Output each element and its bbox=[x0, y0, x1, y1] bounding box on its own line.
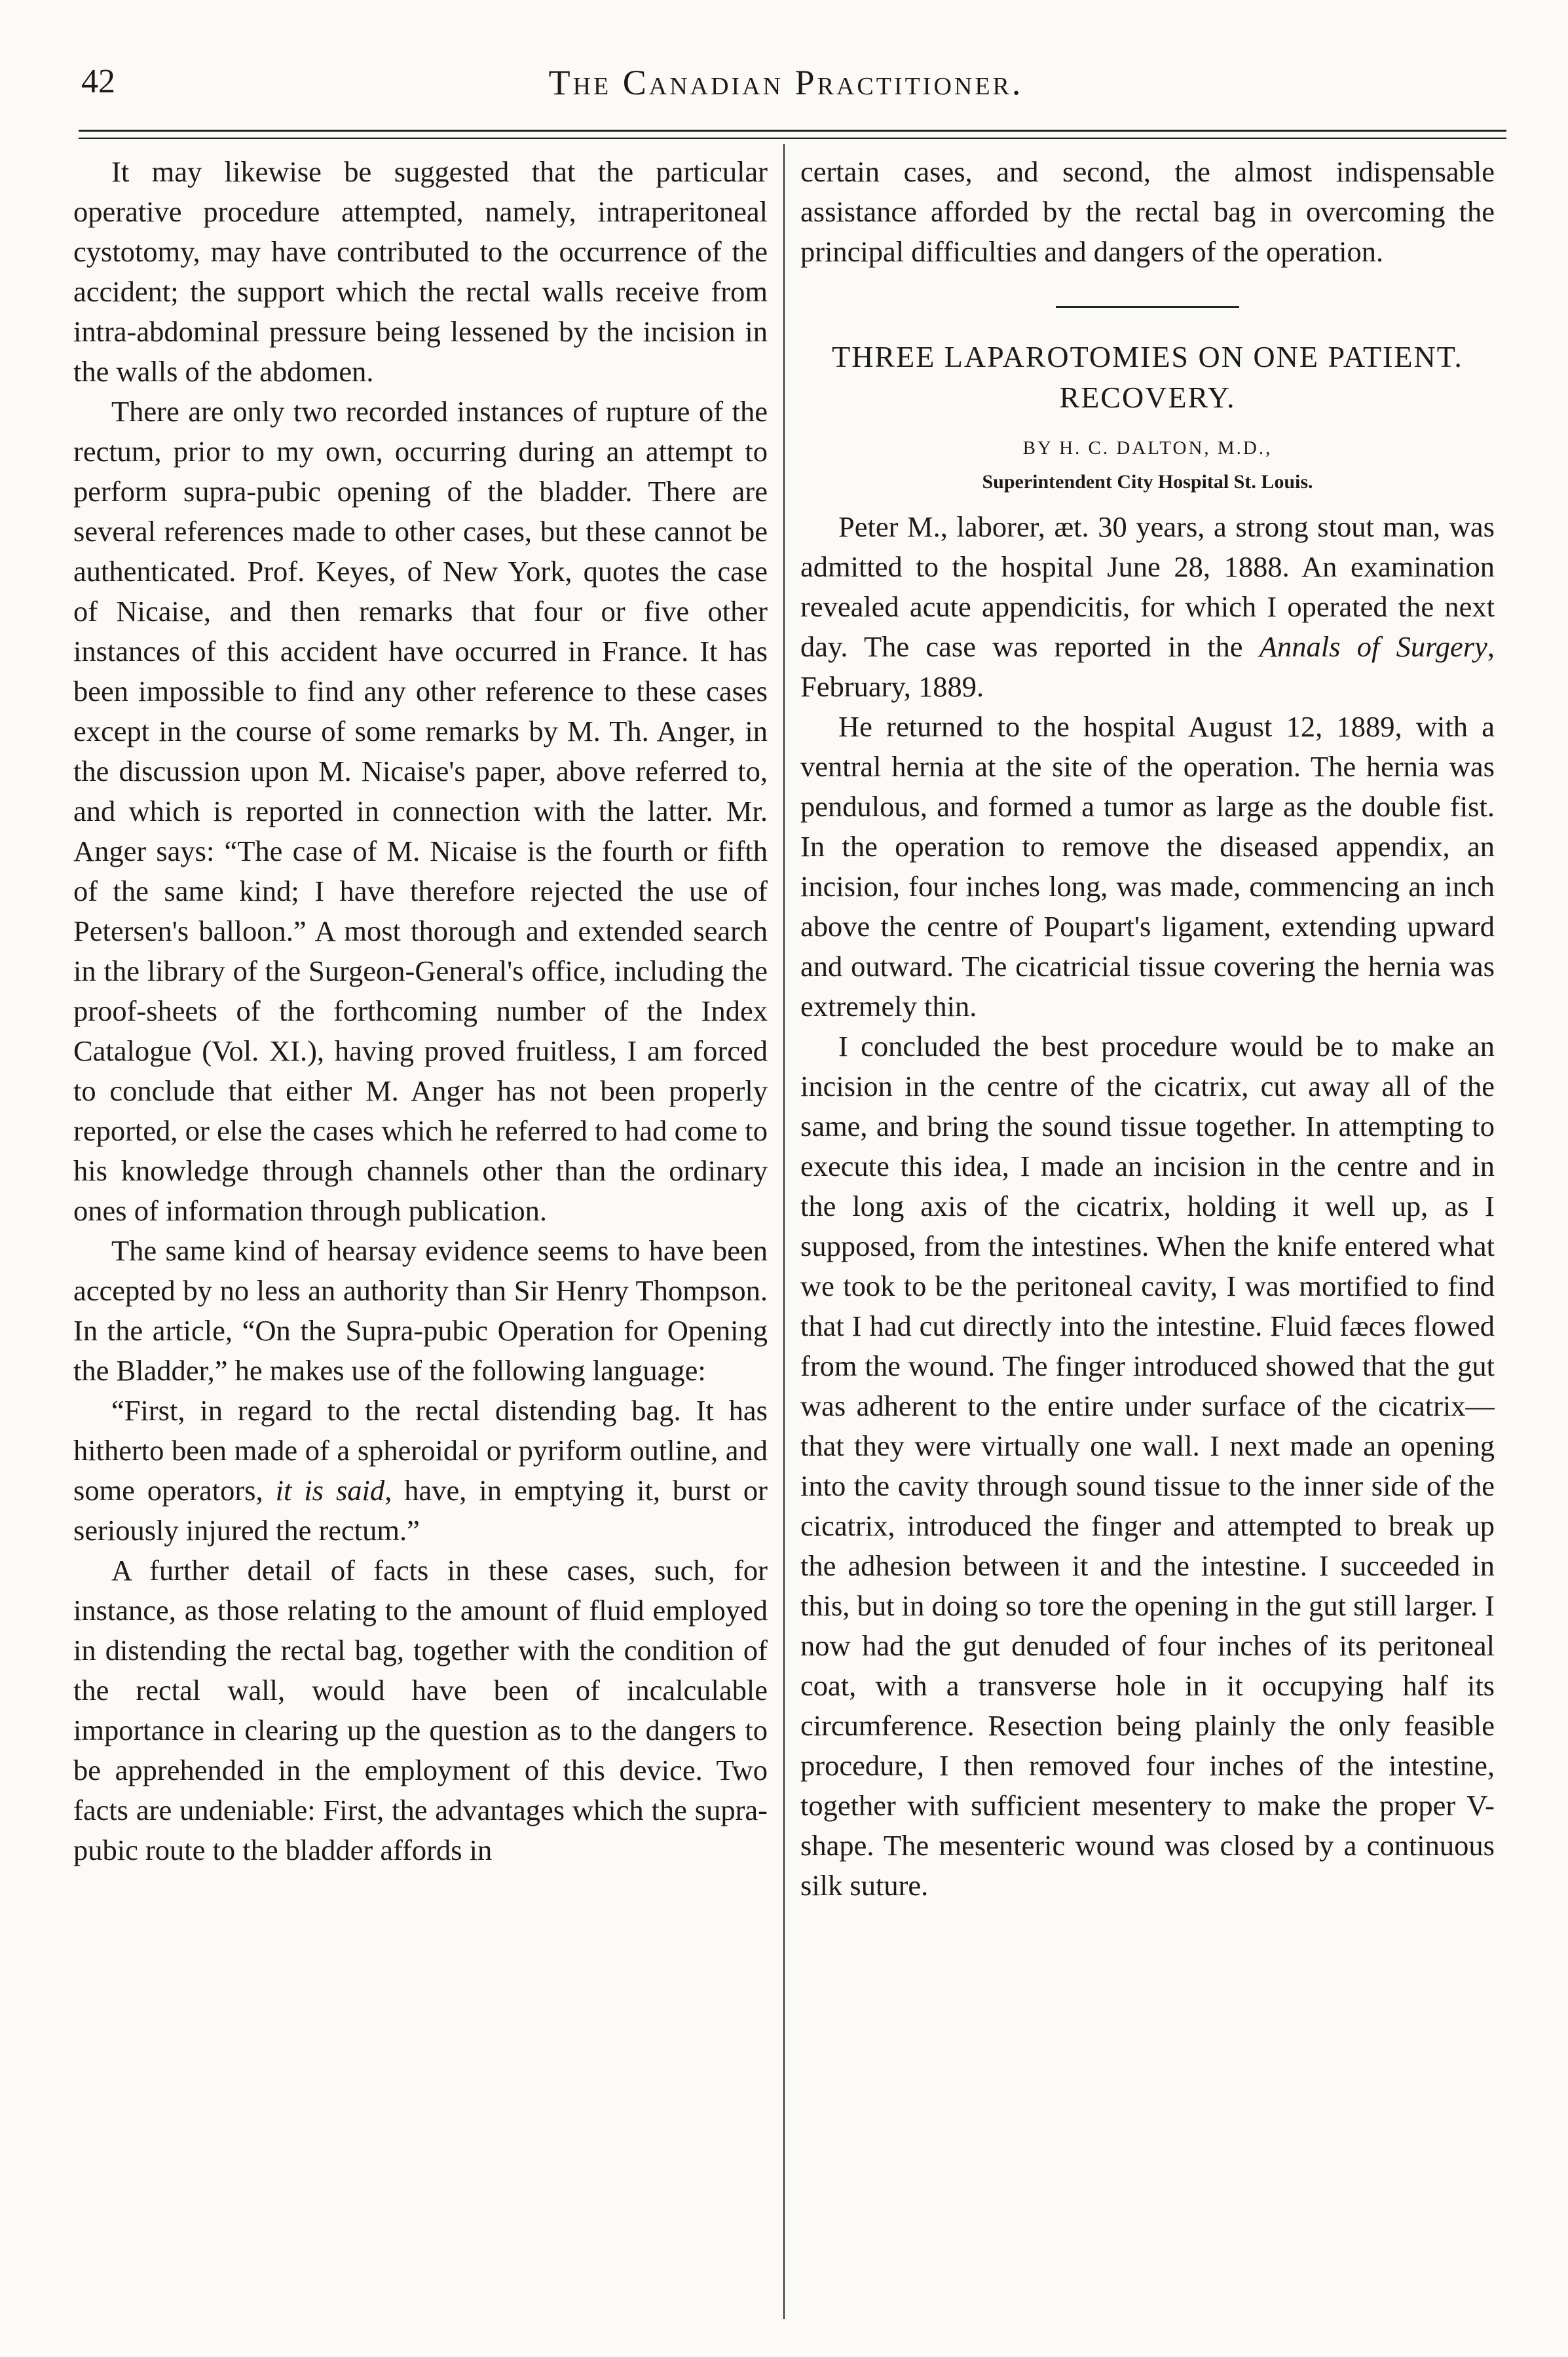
author-byline: BY H. C. DALTON, M.D., bbox=[1022, 438, 1273, 459]
quote-text-end: , have, in emptying it, burst or seriously injured the rectum.” bbox=[73, 1474, 768, 1547]
column-divider bbox=[783, 144, 785, 2319]
quote-italic: it is said bbox=[275, 1474, 385, 1507]
journal-reference: Annals of Surgery bbox=[1259, 630, 1487, 663]
header-rule-thin bbox=[79, 138, 1506, 139]
page-header bbox=[72, 62, 1500, 115]
section-rule bbox=[1056, 306, 1239, 308]
intro-text-end: , February, 1889. bbox=[800, 630, 1495, 703]
author-affiliation: Superintendent City Hospital St. Louis. bbox=[982, 471, 1313, 493]
paragraph: There are only two recorded instances of rupture of the rectum, prior to my own, occurring during an attempt to perform supra-pubic opening of the bladder. There are several references made to other cases, but these cannot be authenticated. Prof. Keyes, of New York, quotes the case of Nicaise, and then remarks that four or five other instances of this accident have occurred in France. It has been impossible to find any other reference to these cases except in the course of some remarks by M. Th. Anger, in the discussion upon M. Nicaise's paper, above referred to, and which is reported in connection with the latter. Mr. Anger says: “The case of M. Nicaise is the fourth or fifth of the same kind; I have therefore rejected the use of Petersen's balloon.” A most thorough and extended search in the library of the Surgeon-General's office, including the proof-sheets of the forthcoming number of the Index Catalogue (Vol. XI.), having proved fruitless, I am forced to conclude that either M. Anger has not been properly reported, or else the cases which he referred to had come to his knowledge through channels other than the ordinary ones of information through publication. bbox=[73, 395, 768, 1227]
quotation bbox=[73, 1391, 768, 1551]
continued-paragraph: certain cases, and second, the almost indispensable assistance afforded by the rectal bag in overcoming the principal difficulties and dangers of the operation. bbox=[800, 155, 1495, 268]
paragraph: I concluded the best procedure would be to make an incision in the centre of the cicatrix, cut away all of the same, and bring the sound tissue together. In attempting to execute this idea, I made an incision in the centre and in the long axis of the cicatrix, holding it well up, as I supposed, from the intestines. When the knife entered what we took to be the peritoneal cavity, I was mortified to find that I had cut directly into the intestine. Fluid fæces flowed from the wound. The finger introduced showed that the gut was adherent to the entire under surface of the cicatrix—that they were virtually one wall. I next made an opening into the cavity through sound tissue to the inner side of the cicatrix, introduced the finger and attempted to break up the adhesion between it and the intestine. I succeeded in this, but in doing so tore the opening in the gut still larger. I now had the gut denuded of four inches of its peritoneal coat, with a transverse hole in it occupying half its circumference. Resection being plainly the only feasible procedure, I then removed four inches of the intestine, together with sufficient mesentery to make the proper V-shape. The mesenteric wound was closed by a continuous silk suture. bbox=[800, 1030, 1495, 1902]
paragraph: He returned to the hospital August 12, 1889, with a ventral hernia at the site of the operation. The hernia was pendulous, and formed a tumor as large as the double fist. In the operation to remove the diseased appendix, an incision, four inches long, was made, commencing an inch above the centre of Poupart's ligament, extending upward and outward. The cicatricial tissue covering the hernia was extremely thin. bbox=[800, 710, 1495, 1023]
paragraph: It may likewise be suggested that the particular operative procedure attempted, namely, intraperitoneal cystotomy, may have contributed to the occurrence of the accident; the support which the rectal walls receive from intra-abdominal pressure being lessened by the incision in the walls of the abdomen. bbox=[73, 155, 768, 388]
article-title: THREE LAPAROTOMIES ON ONE PATIENT. RECOVERY. bbox=[832, 340, 1463, 414]
left-column bbox=[73, 152, 768, 2307]
paragraph bbox=[800, 507, 1495, 707]
page-number: 42 bbox=[81, 63, 115, 100]
journal-title: The Canadian Practitioner. bbox=[548, 63, 1024, 102]
quote-text: “First, in regard to the rectal distending bag. It has hitherto been made of a spheroidal or pyriform outline, and some operators, bbox=[73, 1394, 768, 1507]
paragraph: The same kind of hearsay evidence seems to have been accepted by no less an authority than Sir Henry Thompson. In the article, “On the Supra-pubic Operation for Opening the Bladder,” he makes use of the following language: bbox=[73, 1234, 768, 1387]
right-column bbox=[800, 152, 1495, 2307]
header-rule bbox=[79, 130, 1506, 132]
intro-text: Peter M., laborer, æt. 30 years, a strong stout man, was admitted to the hospital June 28, 1888. An examination revealed acute appendicitis, for which I operated the next day. The case was reported in the bbox=[800, 510, 1495, 663]
paragraph: A further detail of facts in these cases, such, for instance, as those relating to the amount of fluid employed in distending the rectal bag, together with the condition of the rectal wall, would have been of incalculable importance in clearing up the question as to the dangers to be apprehended in the employment of this device. Two facts are undeniable: First, the advantages which the supra-pubic route to the bladder affords in bbox=[73, 1554, 768, 1866]
